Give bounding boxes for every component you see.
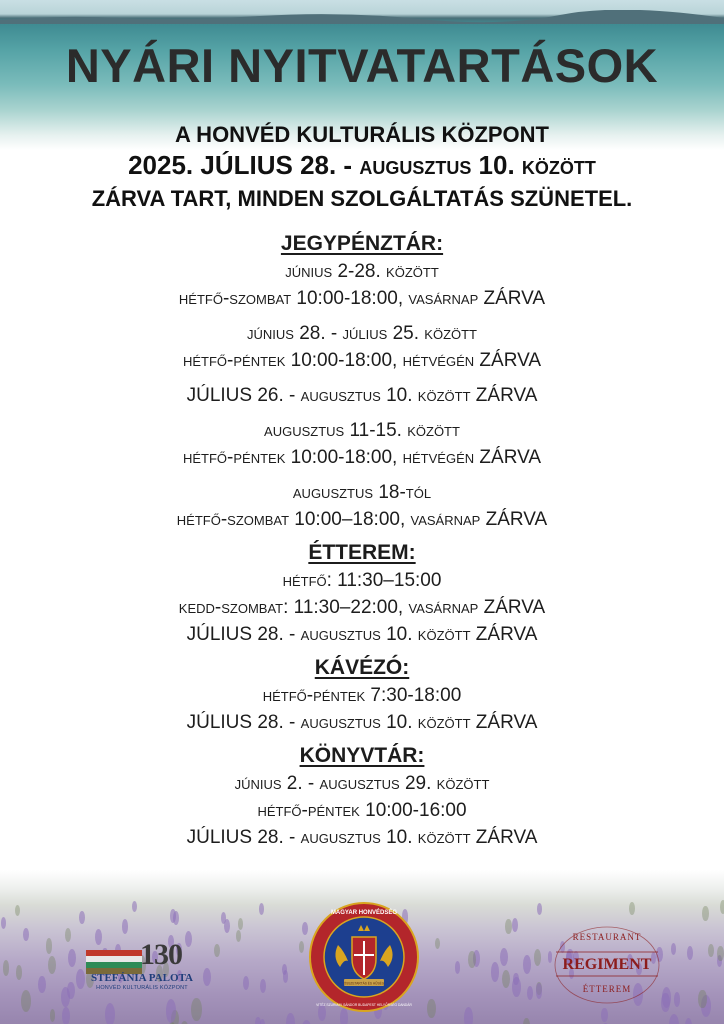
- seal-banner-text: ÖSSZETARTÁS ÉS HŰSÉG: [343, 981, 385, 986]
- schedule-line: június 28. - július 25. között: [247, 323, 477, 344]
- schedule-line: JÚLIUS 28. - augusztus 10. között ZÁRVA: [186, 827, 538, 848]
- lavender-flower: [537, 903, 542, 914]
- lavender-flower: [523, 1018, 530, 1024]
- lavender-flower: [15, 905, 20, 916]
- lavender-flower: [23, 928, 29, 942]
- section-heading: JEGYPÉNZTÁR:: [280, 232, 444, 255]
- stefania-palota-logo: [86, 938, 198, 996]
- lavender-flower: [68, 949, 76, 967]
- schedule-line: hétfő-péntek 7:30-18:00: [262, 685, 462, 706]
- lavender-flower: [61, 987, 70, 1008]
- section-jegypenztar: [0, 230, 724, 533]
- resto-bottom-text: ÉTTEREM: [582, 984, 632, 994]
- lavender-flower: [708, 944, 714, 958]
- seal-top-text: MAGYAR HONVÉDSÉG: [330, 910, 398, 916]
- lavender-flower: [527, 986, 533, 1000]
- lavender-flower: [65, 928, 71, 942]
- lavender-flower: [166, 999, 176, 1023]
- lavender-flower: [214, 944, 220, 957]
- lavender-flower: [301, 1020, 312, 1024]
- lavender-flower: [669, 1014, 679, 1024]
- schedule-line: hétfő: 11:30–15:00: [282, 570, 442, 591]
- lavender-flower: [671, 943, 676, 955]
- notice-line-3: ZÁRVA TART, MINDEN SZOLGÁLTATÁS SZÜNETEL.: [91, 186, 633, 211]
- seal-side-text: VITÉZ SZURMAY SÁNDOR BUDAPEST HELYŐRSÉG DANDÁR: [316, 1003, 412, 1007]
- schedule-line: június 2-28. között: [285, 261, 439, 282]
- section-heading: ÉTTEREM:: [308, 541, 416, 564]
- lavender-flower: [105, 1003, 115, 1024]
- lavender-flower: [512, 918, 518, 933]
- lavender-flower: [62, 1007, 70, 1024]
- lavender-flower: [76, 969, 85, 989]
- lavender-flower: [1, 917, 6, 929]
- lavender-flower: [38, 976, 46, 993]
- lavender-flower: [601, 1008, 607, 1022]
- logo-name: STEFÁNIA PALOTA: [91, 972, 193, 984]
- schedule-line: JÚLIUS 26. - augusztus 10. között ZÁRVA: [186, 385, 538, 406]
- schedule-line: augusztus 18-tól: [292, 482, 432, 503]
- logo-number: 130: [140, 938, 182, 971]
- lavender-flower: [685, 1018, 692, 1024]
- lavender-flower: [698, 990, 706, 1009]
- lavender-flower: [523, 955, 531, 974]
- resto-name: REGIMENT: [562, 956, 652, 973]
- lavender-flower: [173, 911, 179, 924]
- schedule-line: JÚLIUS 28. - augusztus 10. között ZÁRVA: [186, 712, 538, 733]
- lavender-flower: [255, 1017, 260, 1024]
- flag-stripes-icon: [86, 950, 142, 974]
- lavender-flower: [132, 901, 137, 912]
- schedule-line: augusztus 11-15. között: [264, 420, 460, 441]
- lavender-flower: [629, 902, 635, 916]
- logo-subtitle: HONVÉD KULTURÁLIS KÖZPONT: [96, 985, 188, 991]
- lavender-flower: [221, 912, 226, 924]
- lavender-flower: [455, 961, 461, 974]
- lavender-flower: [702, 906, 708, 921]
- schedule-line: június 2. - augusztus 29. között: [234, 773, 490, 794]
- lavender-flower: [203, 968, 211, 986]
- section-heading: KÁVÉZÓ:: [314, 656, 410, 679]
- section-kavezo: [0, 654, 724, 736]
- lavender-flower: [50, 1009, 55, 1021]
- lavender-flower: [191, 998, 201, 1021]
- lavender-flower: [46, 938, 53, 954]
- lavender-flower: [534, 949, 541, 966]
- brigade-seal-logo: [308, 901, 420, 1013]
- lavender-flower: [286, 1013, 295, 1024]
- lavender-flower: [491, 962, 500, 982]
- schedule-line: hétfő-péntek 10:00-16:00: [257, 800, 467, 821]
- lavender-flower: [502, 970, 510, 989]
- section-heading: KÖNYVTÁR:: [299, 744, 425, 767]
- lavender-flower: [302, 922, 308, 935]
- lavender-flower: [299, 941, 304, 953]
- lavender-flower: [16, 965, 22, 979]
- schedule-content: [0, 230, 724, 851]
- lavender-flower: [236, 930, 241, 942]
- notice-line-1: A HONVÉD KULTURÁLIS KÖZPONT: [175, 122, 549, 147]
- schedule-line: JÚLIUS 28. - augusztus 10. között ZÁRVA: [186, 624, 538, 645]
- lavender-flower: [122, 919, 128, 934]
- section-konyvtar: [0, 742, 724, 851]
- regiment-restaurant-logo: [548, 922, 666, 1008]
- lavender-flower: [259, 903, 264, 915]
- schedule-line: hétfő-szombat 10:00-18:00, vasárnap ZÁRVA: [178, 288, 546, 309]
- lavender-flower: [505, 919, 511, 934]
- lavender-flower: [260, 979, 266, 993]
- lavender-flower: [243, 976, 250, 991]
- lavender-flower: [427, 999, 435, 1018]
- lavender-flower: [513, 973, 519, 986]
- lavender-flower: [464, 1007, 474, 1024]
- lavender-flower: [717, 946, 724, 961]
- lavender-flower: [536, 983, 543, 998]
- distant-hills: [0, 10, 724, 24]
- lavender-flower: [48, 956, 56, 974]
- lavender-flower: [500, 948, 508, 967]
- lavender-flower: [468, 951, 475, 968]
- lavender-flower: [79, 911, 85, 924]
- lavender-flower: [260, 1019, 265, 1024]
- notice-line-2: 2025. JÚLIUS 28. - augusztus 10. között: [128, 150, 596, 180]
- lavender-flower: [435, 938, 440, 949]
- section-etterem: [0, 539, 724, 648]
- resto-top-text: RESTAURANT: [572, 932, 642, 942]
- lavender-flower: [238, 918, 243, 930]
- lavender-flower: [687, 946, 693, 960]
- page-title: NYÁRI NYITVATARTÁSOK: [65, 39, 659, 92]
- schedule-line: kedd-szombat: 11:30–22:00, vasárnap ZÁRVA: [178, 597, 546, 618]
- lavender-flower: [283, 970, 288, 982]
- schedule-line: hétfő-péntek 10:00-18:00, hétvégén ZÁRVA: [182, 447, 542, 468]
- lavender-flower: [3, 960, 10, 976]
- lavender-flower: [674, 992, 681, 1007]
- schedule-line: hétfő-péntek 10:00-18:00, hétvégén ZÁRVA: [182, 350, 542, 371]
- schedule-line: hétfő-szombat 10:00–18:00, vasárnap ZÁRVA: [176, 509, 548, 530]
- lavender-flower: [720, 900, 724, 914]
- lavender-flower: [21, 990, 31, 1012]
